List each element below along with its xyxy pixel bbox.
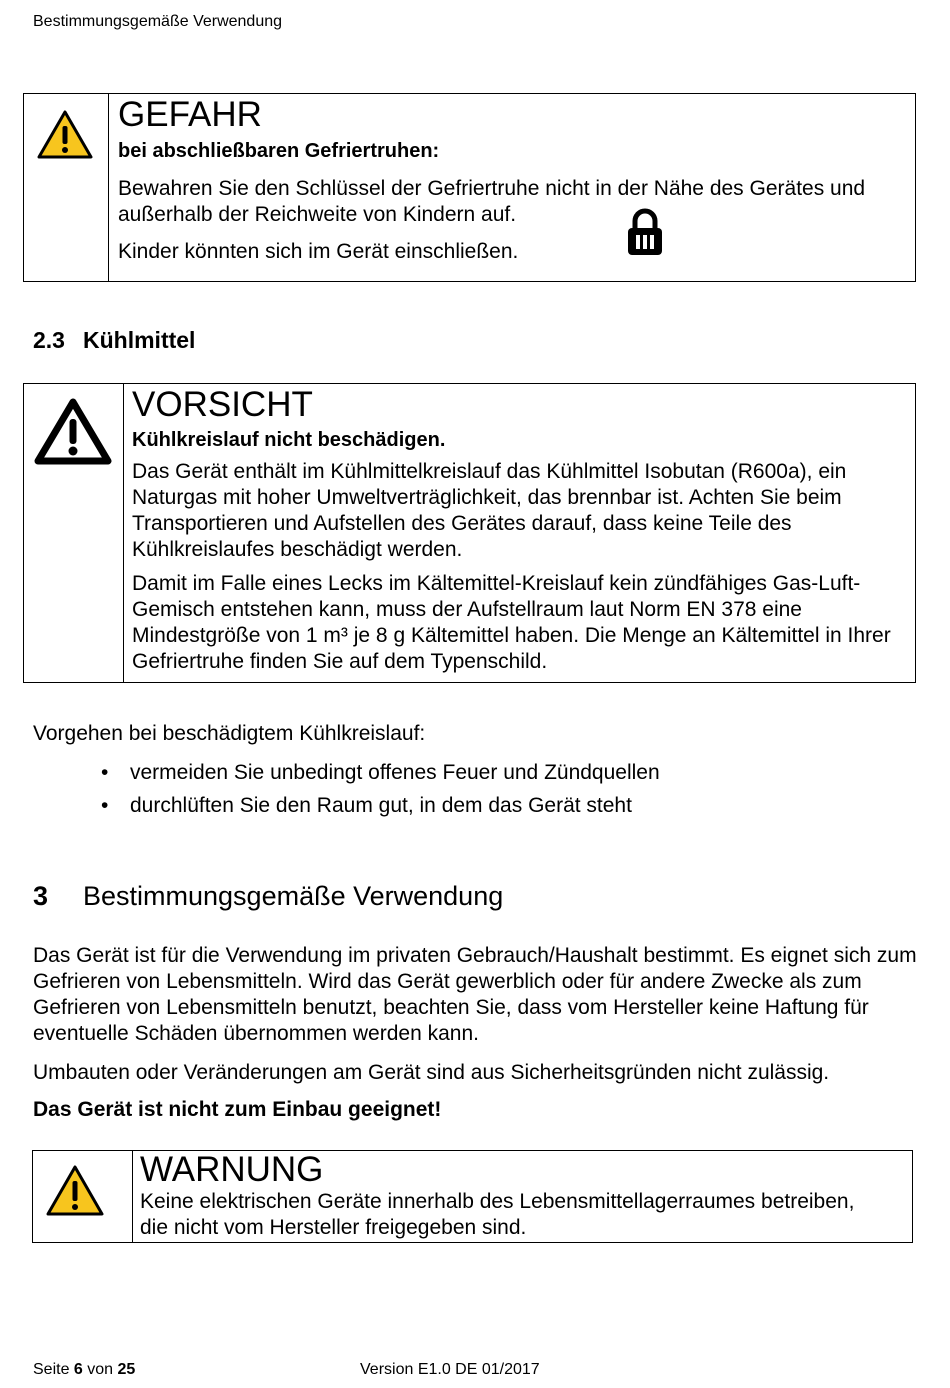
page-number <box>33 1361 135 1379</box>
caution-icon-cell <box>24 384 124 682</box>
list-item-text: durchlüften Sie den Raum gut, in dem das Gerät steht <box>130 794 632 817</box>
page-mid: von <box>87 1361 114 1378</box>
list-item <box>33 756 893 789</box>
page-total: 25 <box>117 1361 136 1378</box>
caution-subtitle: Kühlkreislauf nicht beschädigen. <box>132 429 446 451</box>
warning-triangle-black-icon <box>34 397 112 467</box>
caution-signal-word: VORSICHT <box>132 385 313 424</box>
danger-signal-word: GEFAHR <box>118 95 262 134</box>
section-3-title: Bestimmungsgemäße Verwendung <box>83 881 504 911</box>
section-3-paragraph-2: Umbauten oder Veränderungen am Gerät sind aus Sicherheitsgründen nicht zulässig. <box>33 1061 830 1084</box>
version-label: Version E1.0 DE 01/2017 <box>360 1361 540 1378</box>
padlock-icon <box>625 207 665 257</box>
warning-text: Keine elektrischen Geräte innerhalb des Lebensmittellagerraumes betreiben, die nicht vom Hersteller freigegeben sind. <box>140 1190 855 1239</box>
danger-paragraph-1: Bewahren Sie den Schlüssel der Gefriertruhe nicht in der Nähe des Gerätes und außerhalb der Reichweite von Kindern auf. <box>118 177 866 226</box>
warning-triangle-yellow-icon <box>36 109 94 161</box>
bullet-icon: • <box>101 761 109 784</box>
page-current: 6 <box>73 1361 83 1378</box>
section-3-number: 3 <box>33 881 49 911</box>
list-item <box>33 789 893 822</box>
section-3-paragraph-1: Das Gerät ist für die Verwendung im privaten Gebrauch/Haushalt bestimmt. Es eignet sich zum Gefrieren von Lebensmitteln. Wird das Gerät gewerblich oder für andere Zwecke als zum Gefrieren von Lebensmitteln benutzt, beachten Sie, dass vom Hersteller keine Haftung für eventuelle Schäden übernommen werden kann. <box>33 944 917 1045</box>
danger-subtitle: bei abschließbaren Gefriertruhen: <box>118 140 440 162</box>
caution-box <box>23 383 916 683</box>
section-2-3-title: Kühlmittel <box>83 327 196 353</box>
warning-content <box>133 1151 912 1242</box>
page-prefix: Seite <box>33 1361 70 1378</box>
warning-signal-word: WARNUNG <box>140 1150 324 1189</box>
procedure-list <box>33 756 893 822</box>
procedure-intro: Vorgehen bei beschädigtem Kühlkreislauf: <box>33 722 426 745</box>
danger-paragraph-2: Kinder könnten sich im Gerät einschließen. <box>118 240 519 263</box>
section-2-3-number: 2.3 <box>33 327 65 353</box>
danger-box <box>23 93 916 282</box>
caution-paragraph-2: Damit im Falle eines Lecks im Kältemittel-Kreislauf kein zündfähiges Gas-Luft-Gemisch entstehen kann, muss der Aufstellraum laut Norm EN 378 eine Mindestgröße von 1 m³ je 8 g Kältemittel haben. Die Menge an Kältemittel in Ihrer Gefriertruhe finden Sie auf dem Typenschild. <box>132 572 891 673</box>
warning-icon-cell <box>33 1151 133 1242</box>
warning-triangle-yellow-icon <box>45 1164 105 1218</box>
danger-icon-cell <box>24 94 109 281</box>
caution-content <box>124 384 915 682</box>
running-header: Bestimmungsgemäße Verwendung <box>33 13 283 30</box>
caution-paragraph-1: Das Gerät enthält im Kühlmittelkreislauf das Kühlmittel Isobutan (R600a), ein Naturgas mit hoher Umweltverträglichkeit, das brennbar ist. Achten Sie beim Transportieren und Aufstellen des Gerätes darauf, dass keine Teile des Kühlkreislaufes beschädigt werden. <box>132 460 847 561</box>
section-3-paragraph-3: Das Gerät ist nicht zum Einbau geeignet! <box>33 1098 442 1121</box>
list-item-text: vermeiden Sie unbedingt offenes Feuer und Zündquellen <box>130 761 660 784</box>
bullet-icon: • <box>101 794 109 817</box>
danger-content <box>109 94 915 281</box>
warning-box <box>32 1150 913 1243</box>
